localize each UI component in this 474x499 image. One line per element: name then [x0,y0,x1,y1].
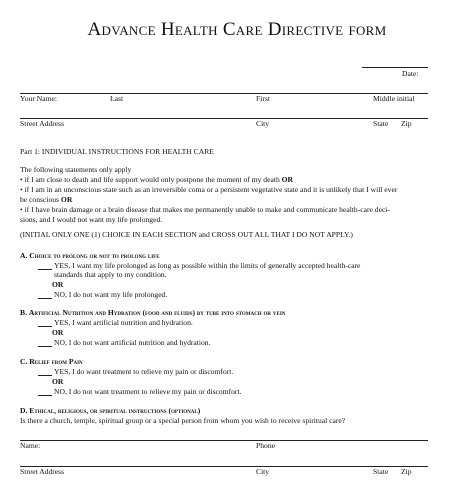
initial-instruction: (INITIAL ONLY ONE (1) CHOICE IN EACH SECTION and CROSS OUT ALL THAT I DO NOT APPLY.) [20,230,353,239]
section-d-question: Is there a church, temple, spiritual group or a special person from whom you wish to receive spiritual care? [20,416,346,425]
section-c-or: OR [52,377,64,386]
footer-street-label: Street Address [20,467,65,476]
section-b-title: Artificial Nutrition and Hydration (food and fluids) by tube into stomach or vein [28,308,286,317]
section-a-no-text: NO, I do not want my life prolonged. [54,290,168,299]
last-label: Last [110,94,124,103]
statement-2-text: • if I am in an unconscious state such as an irreversible coma or a persistent vegetative state and it is unlikely that I will ever [20,185,398,194]
your-name-label: Your Name: [20,94,57,103]
section-a-no [38,290,167,299]
statement-3-cont [20,215,162,224]
statement-2-cont [20,195,72,204]
section-c-no [38,387,241,396]
city-label: City [256,119,270,128]
section-c-no-initial[interactable] [38,388,52,396]
middle-initial-label: Middle initial [373,94,415,103]
section-c-title: Relief from Pain [29,357,83,366]
statement-2-text2: be conscious [20,195,61,204]
footer-city-label: City [256,467,270,476]
section-b-no-text: NO, I do not want artificial nutrition and hydration. [54,338,211,347]
section-b-no [38,338,210,347]
section-c-yes-initial[interactable] [38,368,52,376]
section-b-yes-initial[interactable] [38,319,52,327]
section-a-yes [38,261,360,270]
section-b-no-initial[interactable] [38,339,52,347]
section-b-letter: B. [20,308,27,317]
footer-phone-label: Phone [256,441,275,450]
section-a-yes-initial[interactable] [38,262,52,270]
section-a-yes-text: YES, I want my life prolonged as long as possible within the limits of generally accepted health-care [54,261,361,270]
section-c-yes [38,367,233,376]
part1-heading: Part 1: INDIVIDUAL INSTRUCTIONS FOR HEALTH CARE [20,147,214,156]
spiritual-name-line[interactable] [20,440,428,441]
section-d-title: Ethical, religious, or spiritual instructions (optional) [29,406,201,415]
section-b-heading [20,308,285,317]
section-b-or: OR [52,328,64,337]
section-a-yes-cont: standards that apply to my condition. [54,270,167,279]
section-a-letter: A. [20,251,28,260]
statement-2-or: OR [60,195,73,204]
section-a-no-initial[interactable] [38,291,52,299]
statement-2 [20,185,397,194]
section-d-letter: D. [20,406,28,415]
section-a-title: Choice to prolong or not to prolong life [29,251,160,260]
section-c-no-text: NO, I do not want treatment to relieve my pain or discomfort. [54,387,242,396]
footer-zip-label: Zip [401,467,412,476]
date-label: Date: [402,69,419,78]
part1-intro: The following statements only apply [20,165,132,174]
state-label: State [373,119,389,128]
section-c-yes-text: YES, I do want treatment to relieve my pain or discomfort. [54,367,234,376]
statement-1-or: OR [281,175,294,184]
your-name-line[interactable] [20,93,428,94]
statement-3-text: • if I have brain damage or a brain disease that makes me permanently unable to make and communicate health-care deci- [20,205,390,214]
street-address-label: Street Address [20,119,65,128]
footer-state-label: State [373,467,389,476]
statement-3 [20,205,390,214]
street-address-line[interactable] [20,118,428,119]
section-b-yes [38,318,193,327]
first-label: First [256,94,270,103]
zip-label: Zip [401,119,412,128]
statement-1-text: • if I am close to death and life support would only postpone the moment of my death [20,175,282,184]
footer-name-label: Name: [20,441,41,450]
section-c-letter: C. [20,357,28,366]
statement-3-text2: sions, and I would not want my life prolonged. [20,215,163,224]
statement-1 [20,175,293,184]
section-a-or: OR [52,280,64,289]
form-title: Advance Health Care Directive form [87,19,387,40]
spiritual-street-line[interactable] [20,466,428,467]
section-c-heading [20,357,83,366]
section-b-yes-text: YES, I want artificial nutrition and hydration. [54,318,193,327]
section-d-heading [20,406,200,415]
section-a-heading [20,251,160,260]
date-line[interactable] [362,67,428,68]
